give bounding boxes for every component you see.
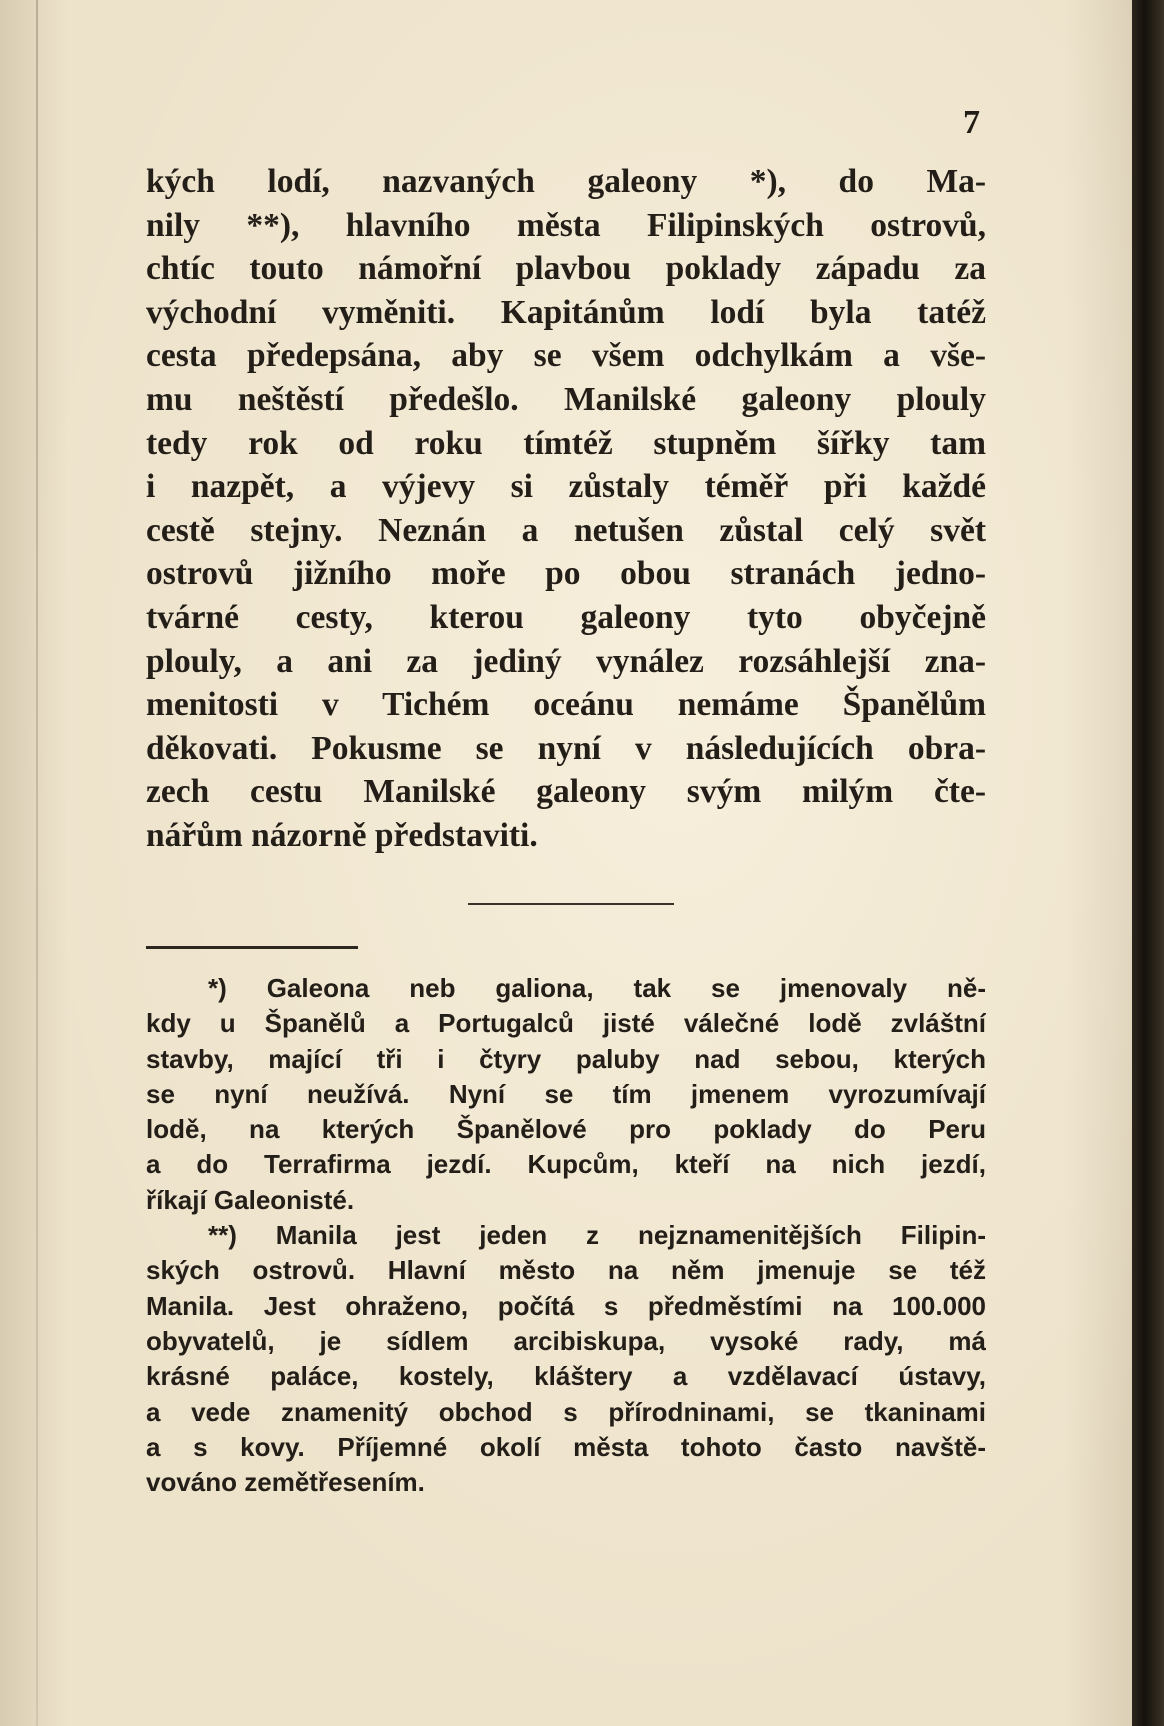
- footnote-line: stavby, mající tři i čtyry paluby nad sebou, kterých: [146, 1043, 986, 1074]
- footnote-line: říkají Galeonisté.: [146, 1184, 355, 1215]
- text-line: mu neštěstí předešlo. Manilské galeony plouly: [146, 380, 986, 418]
- text-line: tedy rok od roku tímtéž stupněm šířky tam: [146, 424, 986, 462]
- footnote-line: Manila. Jest ohraženo, počítá s předměstími na 100.000: [146, 1290, 986, 1321]
- footnote-divider: [146, 946, 358, 949]
- text-line: ostrovů jižního moře po obou stranách jedno-: [146, 555, 986, 593]
- book-edge: [1132, 0, 1164, 1726]
- footnote-line: a s kovy. Příjemné okolí města tohoto často navště-: [146, 1431, 986, 1462]
- footnote-line: a do Terrafirma jezdí. Kupcům, kteří na nich jezdí,: [146, 1149, 986, 1180]
- footnote-line: a vede znamenitý obchod s přírodninami, se tkaninami: [146, 1396, 986, 1427]
- footnotes-block: [146, 971, 986, 1500]
- text-line: cestě stejny. Neznán a netušen zůstal celý svět: [146, 511, 986, 549]
- text-line: nářům názorně představiti.: [146, 816, 538, 854]
- footnote-line: lodě, na kterých Španělové pro poklady do Peru: [146, 1114, 986, 1145]
- footnote-line: obyvatelů, je sídlem arcibiskupa, vysoké rady, má: [146, 1325, 986, 1356]
- section-divider: [468, 903, 674, 905]
- text-line: východní vyměniti. Kapitánům lodí byla tatéž: [146, 293, 986, 331]
- footnote-line: *) Galeona neb galiona, tak se jmenovaly ně-: [208, 973, 986, 1003]
- text-line: cesta předepsána, aby se všem odchylkám a vše-: [146, 337, 986, 375]
- text-line: děkovati. Pokusme se nyní v následujících obra-: [146, 729, 986, 767]
- text-line: zech cestu Manilské galeony svým milým čte-: [146, 773, 986, 811]
- binding-shadow: [36, 0, 38, 1726]
- page-number: 7: [963, 104, 980, 141]
- footnote-line: **) Manila jest jeden z nejznamenitějších Filipin-: [208, 1220, 986, 1251]
- footnote-line: se nyní neužívá. Nyní se tím jmenem vyrozumívají: [146, 1078, 986, 1109]
- text-line: menitosti v Tichém oceánu nemáme Španělům: [146, 686, 986, 724]
- text-line: i nazpět, a výjevy si zůstaly téměř při každé: [146, 468, 986, 506]
- text-line: kých lodí, nazvaných galeony *), do Ma-: [146, 163, 986, 200]
- text-line: tvárné cesty, kterou galeony tyto obyčejně: [146, 598, 986, 636]
- footnote-line: ských ostrovů. Hlavní město na něm jmenuje se též: [146, 1255, 986, 1286]
- main-text-block: [146, 160, 986, 858]
- text-line: nily **), hlavního města Filipinských ostrovů,: [146, 206, 986, 244]
- footnote-line: vováno zemětřesením.: [146, 1467, 425, 1498]
- footnote-line: kdy u Španělů a Portugalců jisté válečné lodě zvláštní: [146, 1008, 986, 1039]
- text-line: plouly, a ani za jediný vynález rozsáhlejší zna-: [146, 642, 986, 680]
- text-line: chtíc touto námořní plavbou poklady západu za: [146, 250, 986, 288]
- footnote-line: krásné paláce, kostely, kláštery a vzdělavací ústavy,: [146, 1361, 986, 1392]
